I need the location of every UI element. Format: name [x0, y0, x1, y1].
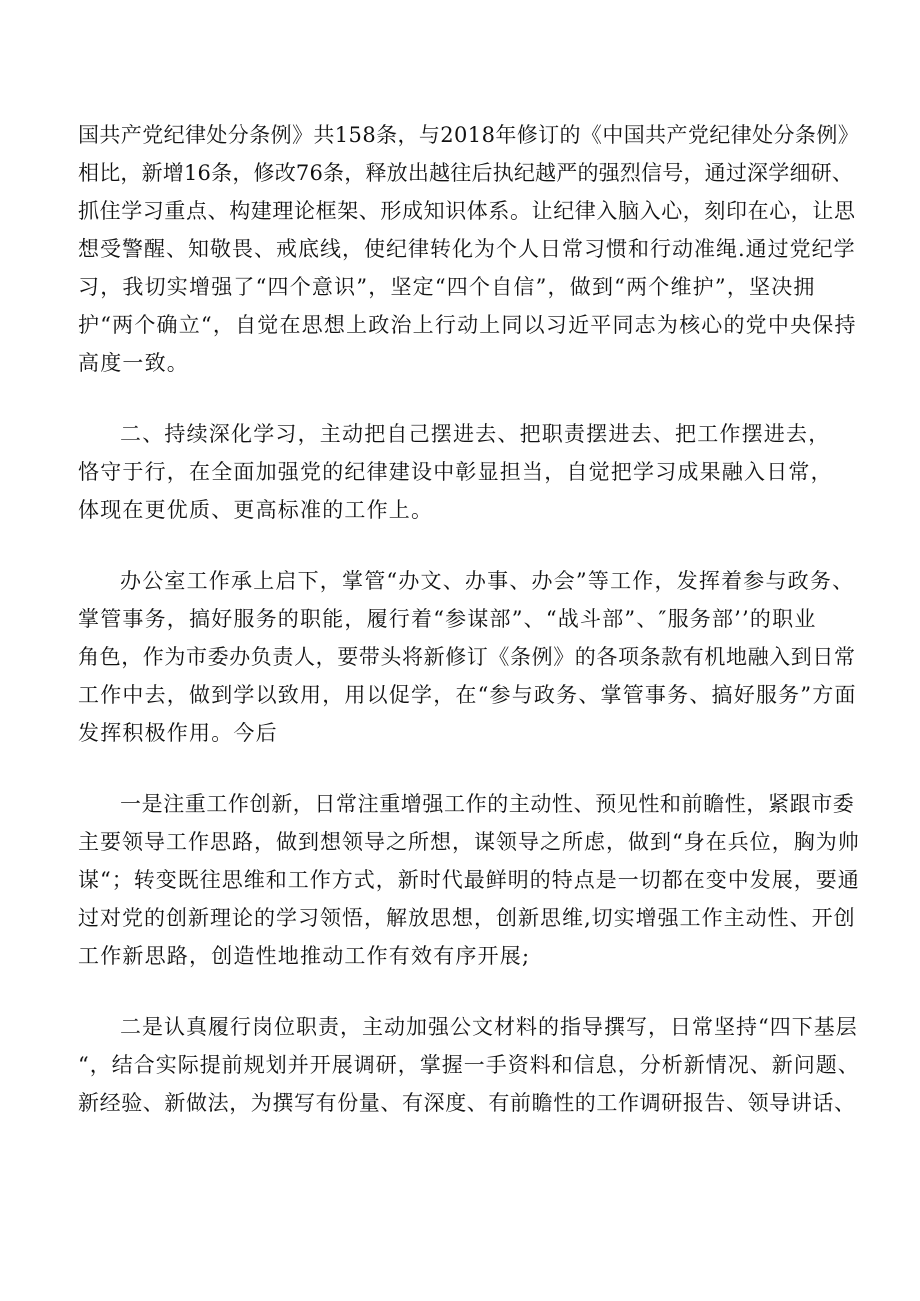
- paragraph-4-line-3: 谋“；转变既往思维和工作方式，新时代最鲜明的特点是一切都在变中发展，要通: [78, 868, 860, 892]
- paragraph-3-line-1: 办公室工作承上启下，掌管“办文、办事、办会”等工作，发挥着参与政务、: [120, 569, 855, 593]
- paragraph-2-line-1: 二、持续深化学习，主动把自己摆进去、把职责摆进去、把工作摆进去，: [120, 422, 831, 446]
- paragraph-1-line-6: 护“两个确立“，自觉在思想上政治上行动上同以习近平同志为核心的党中央保持: [78, 313, 857, 337]
- paragraph-5-line-3: 新经验、新做法，为撰写有份量、有深度、有前瞻性的工作调研报告、领导讲话、: [78, 1091, 856, 1115]
- paragraph-2-line-2: 恪守于行，在全面加强党的纪律建设中彰显担当，自觉把学习成果融入日常，: [78, 460, 833, 484]
- paragraph-1-line-5: 习，我切实增强了“四个意识”，坚定“四个自信”，做到“两个维护”，坚决拥: [78, 275, 816, 299]
- paragraph-1-line-1: 国共产党纪律处分条例》共158条，与2018年修订的《中国共产党纪律处分条例》: [78, 123, 860, 147]
- paragraph-5-line-1: 二是认真履行岗位职责，主动加强公文材料的指导撰写，日常坚持“四下基层: [120, 1015, 858, 1039]
- paragraph-5-line-2: “，结合实际提前规划并开展调研，掌握一手资料和信息，分析新情况、新问题、: [78, 1053, 860, 1077]
- paragraph-1-line-2: 相比，新增16条，修改76条，释放出越往后执纪越严的强烈信号，通过深学细研、: [78, 161, 854, 185]
- paragraph-4-line-4: 过对党的创新理论的学习领悟，解放思想，创新思维,切实增强工作主动性、开创: [78, 906, 856, 930]
- paragraph-1-line-4: 想受警醒、知敬畏、戒底线，使纪律转化为个人日常习惯和行动准绳.通过党纪学: [78, 237, 856, 261]
- paragraph-3-line-2: 掌管事务，搞好服务的职能，履行着“参谋部”、“战斗部”、″服务部’’的职业: [78, 607, 817, 631]
- paragraph-4-line-5: 工作新思路，创造性地推动工作有效有序开展;: [78, 944, 531, 968]
- paragraph-3-line-5: 发挥积极作用。今后: [78, 721, 278, 745]
- paragraph-3-line-3: 角色，作为市委办负责人，要带头将新修订《条例》的各项条款有机地融入到日常: [78, 645, 856, 669]
- paragraph-1-line-3: 抓住学习重点、构建理论框架、形成知识体系。让纪律入脑入心，刻印在心，让思: [78, 199, 856, 223]
- paragraph-2-line-3: 体现在更优质、更高标准的工作上。: [78, 498, 434, 522]
- paragraph-4-line-2: 主要领导工作思路，做到想领导之所想，谋领导之所虑，做到“身在兵位，胸为帅: [78, 830, 860, 854]
- paragraph-4-line-1: 一是注重工作创新，日常注重增强工作的主动性、预见性和前瞻性，紧跟市委: [120, 792, 855, 816]
- paragraph-1-line-7: 高度一致。: [78, 351, 189, 375]
- paragraph-3-line-4: 工作中去，做到学以致用，用以促学，在“参与政务、掌管事务、搞好服务”方面: [78, 683, 857, 707]
